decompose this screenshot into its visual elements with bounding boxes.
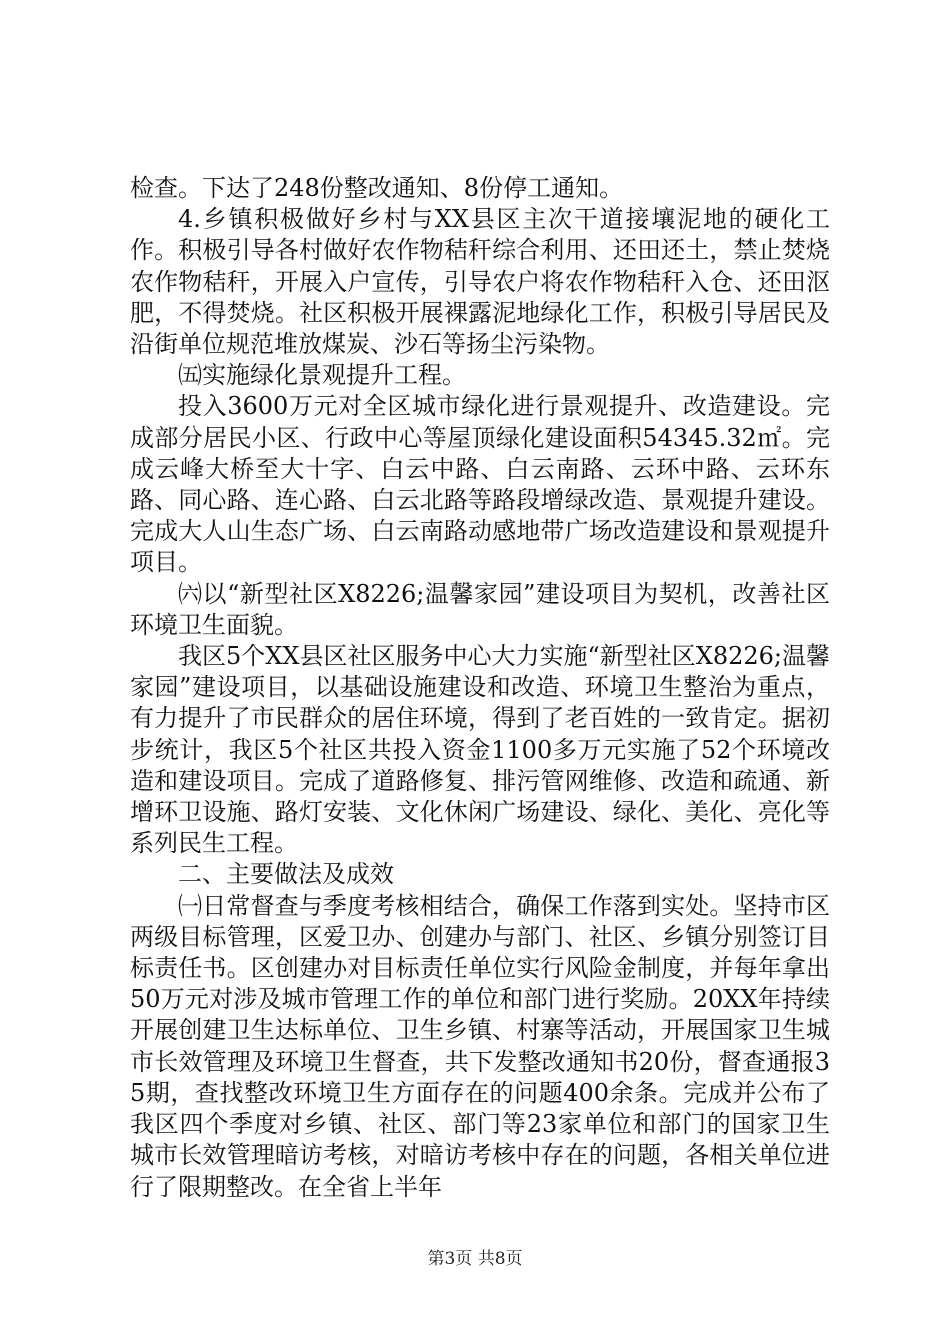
section-heading: ㈤实施绿化景观提升工程。 — [178, 361, 466, 390]
document-body — [130, 173, 830, 1203]
paragraph: 投入3600万元对全区城市绿化进行景观提升、改造建设。完成部分居民小区、行政中心等屋顶绿化建设面积54345.32㎡。完成云峰大桥至大十字、白云中路、白云南路、云环中路、云环东路、同心路、连心路、白云北路等路段增绿改造、景观提升建设。完成大人山生态广场、白云南路动感地带广场改造建设和景观提升项目。 — [130, 392, 830, 577]
paragraph: ㈠日常督查与季度考核相结合，确保工作落到实处。坚持市区两级目标管理，区爱卫办、创建办与部门、社区、乡镇分别签订目标责任书。区创建办对目标责任单位实行风险金制度，并每年拿出50万元对涉及城市管理工作的单位和部门进行奖励。20XX年持续开展创建卫生达标单位、卫生乡镇、村寨等活动，开展国家卫生城市长效管理及环境卫生督查，共下发整改通知书20份，督查通报35期，查找整改环境卫生方面存在的问题400余条。完成并公布了我区四个季度对乡镇、社区、部门等23家单位和部门的国家卫生城市长效管理暗访考核，对暗访考核中存在的问题，各相关单位进行了限期整改。在全省上半年 — [130, 891, 830, 1201]
section-heading: ㈥以“新型社区X8226;温馨家园”建设项目为契机，改善社区环境卫生面貌。 — [130, 579, 830, 639]
paragraph: 我区5个XX县区社区服务中心大力实施“新型社区X8226;温馨家园”建设项目，以基础设施建设和改造、环境卫生整治为重点，有力提升了市民群众的居住环境，得到了老百姓的一致肯定。据初步统计，我区5个社区共投入资金1100多万元实施了52个环境改造和建设项目。完成了道路修复、排污管网维修、改造和疏通、新增环卫设施、路灯安装、文化休闲广场建设、绿化、美化、亮化等系列民生工程。 — [130, 642, 830, 858]
paragraph: 检查。下达了248份整改通知、8份停工通知。 — [130, 174, 624, 202]
section-heading: 二、主要做法及成效 — [178, 860, 394, 889]
page-number-footer: 第3页 共8页 — [427, 1249, 523, 1269]
paragraph: 4.乡镇积极做好乡村与XX县区主次干道接壤泥地的硬化工作。积极引导各村做好农作物秸秆综合利用、还田还土，禁止焚烧农作物秸秆，开展入户宣传，引导农户将农作物秸秆入仓、还田沤肥，不得焚烧。社区积极开展裸露泥地绿化工作，积极引导居民及沿街单位规范堆放煤炭、沙石等扬尘污染物。 — [130, 205, 830, 359]
